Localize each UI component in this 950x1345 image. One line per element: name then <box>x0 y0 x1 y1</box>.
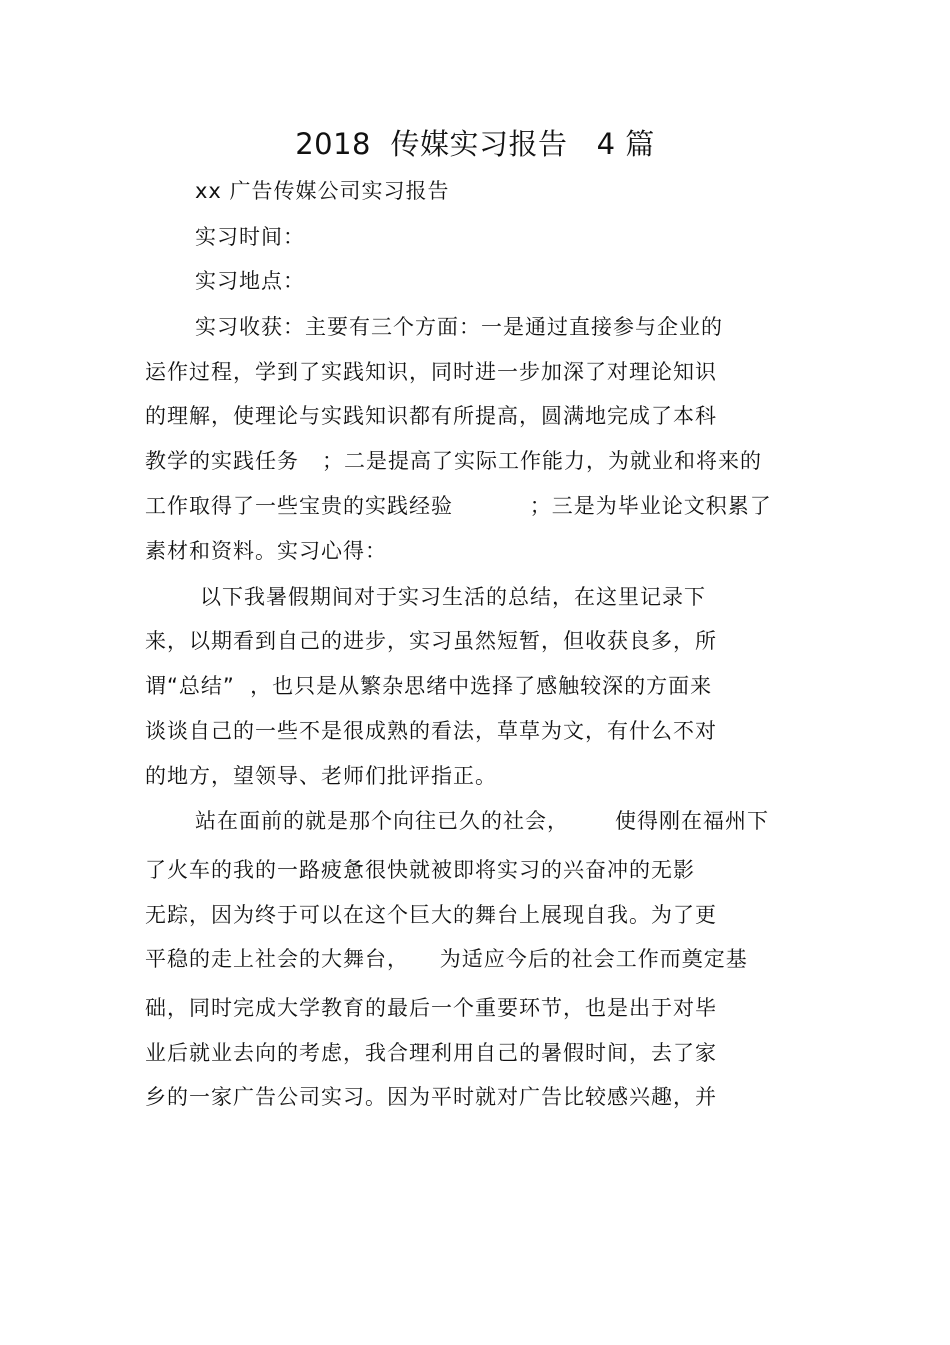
text-line: 的地方，望领导、老师们批评指正。 <box>145 764 497 788</box>
subtitle-line: xx 广告传媒公司实习报告 <box>195 179 450 203</box>
text-line: 实习地点： <box>195 269 305 293</box>
text-line: 工作取得了一些宝贵的实践经验 ；三是为毕业论文积累了 <box>145 494 772 518</box>
text-line: 无踪，因为终于可以在这个巨大的舞台上展现自我。为了更 <box>145 903 717 927</box>
text-line: 来，以期看到自己的进步，实习虽然短暂，但收获良多，所 <box>145 629 717 653</box>
text-line: 运作过程，学到了实践知识，同时进一步加深了对理论知识 <box>145 360 717 384</box>
text-line: 实习时间： <box>195 225 305 249</box>
text-line: 谓“总结” ，也只是从繁杂思绪中选择了感触较深的方面来 <box>145 674 713 698</box>
document-title: 2018 传媒实习报告 4 篇 <box>295 127 655 161</box>
text-line: 素材和资料。实习心得： <box>145 539 387 563</box>
text-line: 谈谈自己的一些不是很成熟的看法，草草为文，有什么不对 <box>145 719 717 743</box>
text-line: 以下我暑假期间对于实习生活的总结，在这里记录下 <box>200 585 706 609</box>
text-line: 教学的实践任务 ；二是提高了实际工作能力，为就业和将来的 <box>145 449 763 473</box>
text-line: 实习收获：主要有三个方面：一是通过直接参与企业的 <box>195 315 723 339</box>
text-line: 站在面前的就是那个向往已久的社会， 使得刚在福州下 <box>195 809 770 833</box>
text-line: 的理解，使理论与实践知识都有所提高，圆满地完成了本科 <box>145 404 717 428</box>
text-line: 平稳的走上社会的大舞台， 为适应今后的社会工作而奠定基 <box>145 947 748 971</box>
text-line: 础，同时完成大学教育的最后一个重要环节，也是出于对毕 <box>145 996 717 1020</box>
text-line: 了火车的我的一路疲惫很快就被即将实习的兴奋冲的无影 <box>145 858 695 882</box>
text-line: 乡的一家广告公司实习。因为平时就对广告比较感兴趣，并 <box>145 1085 717 1109</box>
text-line: 业后就业去向的考虑，我合理利用自己的暑假时间，去了家 <box>145 1041 717 1065</box>
